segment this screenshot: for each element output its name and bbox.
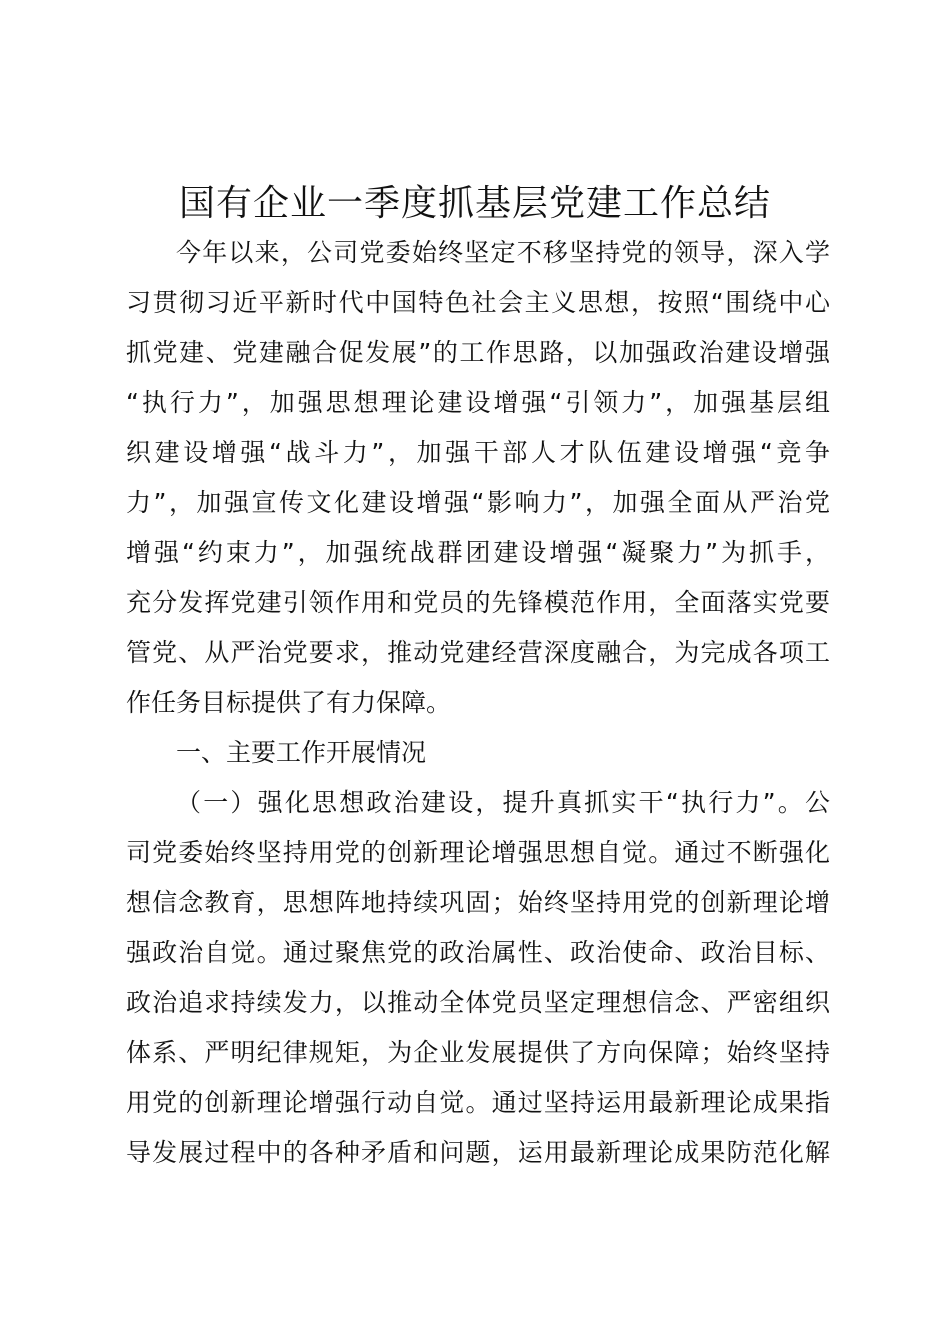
- paragraph-line: 强政治自觉。通过聚焦党的政治属性、政治使命、政治目标、: [126, 938, 830, 967]
- paragraph-line: 政治追求持续发力，以推动全体党员坚定理想信念、严密组织: [126, 988, 830, 1017]
- paragraph-line: 抓党建、党建融合促发展”的工作思路，以加强政治建设增强: [126, 338, 830, 367]
- paragraph-line: 体系、严明纪律规矩，为企业发展提供了方向保障；始终坚持: [126, 1038, 830, 1067]
- paragraph-line: 习贯彻习近平新时代中国特色社会主义思想，按照“围绕中心: [126, 288, 830, 317]
- document-title: 国有企业一季度抓基层党建工作总结: [178, 183, 771, 224]
- paragraph-line: 司党委始终坚持用党的创新理论增强思想自觉。通过不断强化: [126, 838, 830, 867]
- paragraph-line: 充分发挥党建引领作用和党员的先锋模范作用，全面落实党要: [126, 588, 830, 617]
- paragraph-line: 导发展过程中的各种矛盾和问题，运用最新理论成果防范化解: [126, 1138, 830, 1167]
- paragraph-line: 今年以来，公司党委始终坚定不移坚持党的领导，深入学: [176, 238, 830, 267]
- paragraph-line: （一）强化思想政治建设，提升真抓实干“执行力”。公: [176, 788, 830, 817]
- paragraph-line: 增强“约束力”，加强统战群团建设增强“凝聚力”为抓手，: [126, 538, 830, 567]
- paragraph-line: “执行力”，加强思想理论建设增强“引领力”，加强基层组: [126, 388, 830, 417]
- paragraph-line: 管党、从严治党要求，推动党建经营深度融合，为完成各项工: [126, 638, 830, 667]
- paragraph-line: 想信念教育，思想阵地持续巩固；始终坚持用党的创新理论增: [126, 888, 830, 917]
- section-heading: 一、主要工作开展情况: [176, 738, 427, 767]
- paragraph-line: 用党的创新理论增强行动自觉。通过坚持运用最新理论成果指: [126, 1088, 830, 1117]
- paragraph-line: 作任务目标提供了有力保障。: [126, 688, 452, 717]
- paragraph-line: 力”，加强宣传文化建设增强“影响力”，加强全面从严治党: [126, 488, 830, 517]
- paragraph-line: 织建设增强“战斗力”，加强干部人才队伍建设增强“竞争: [126, 438, 830, 467]
